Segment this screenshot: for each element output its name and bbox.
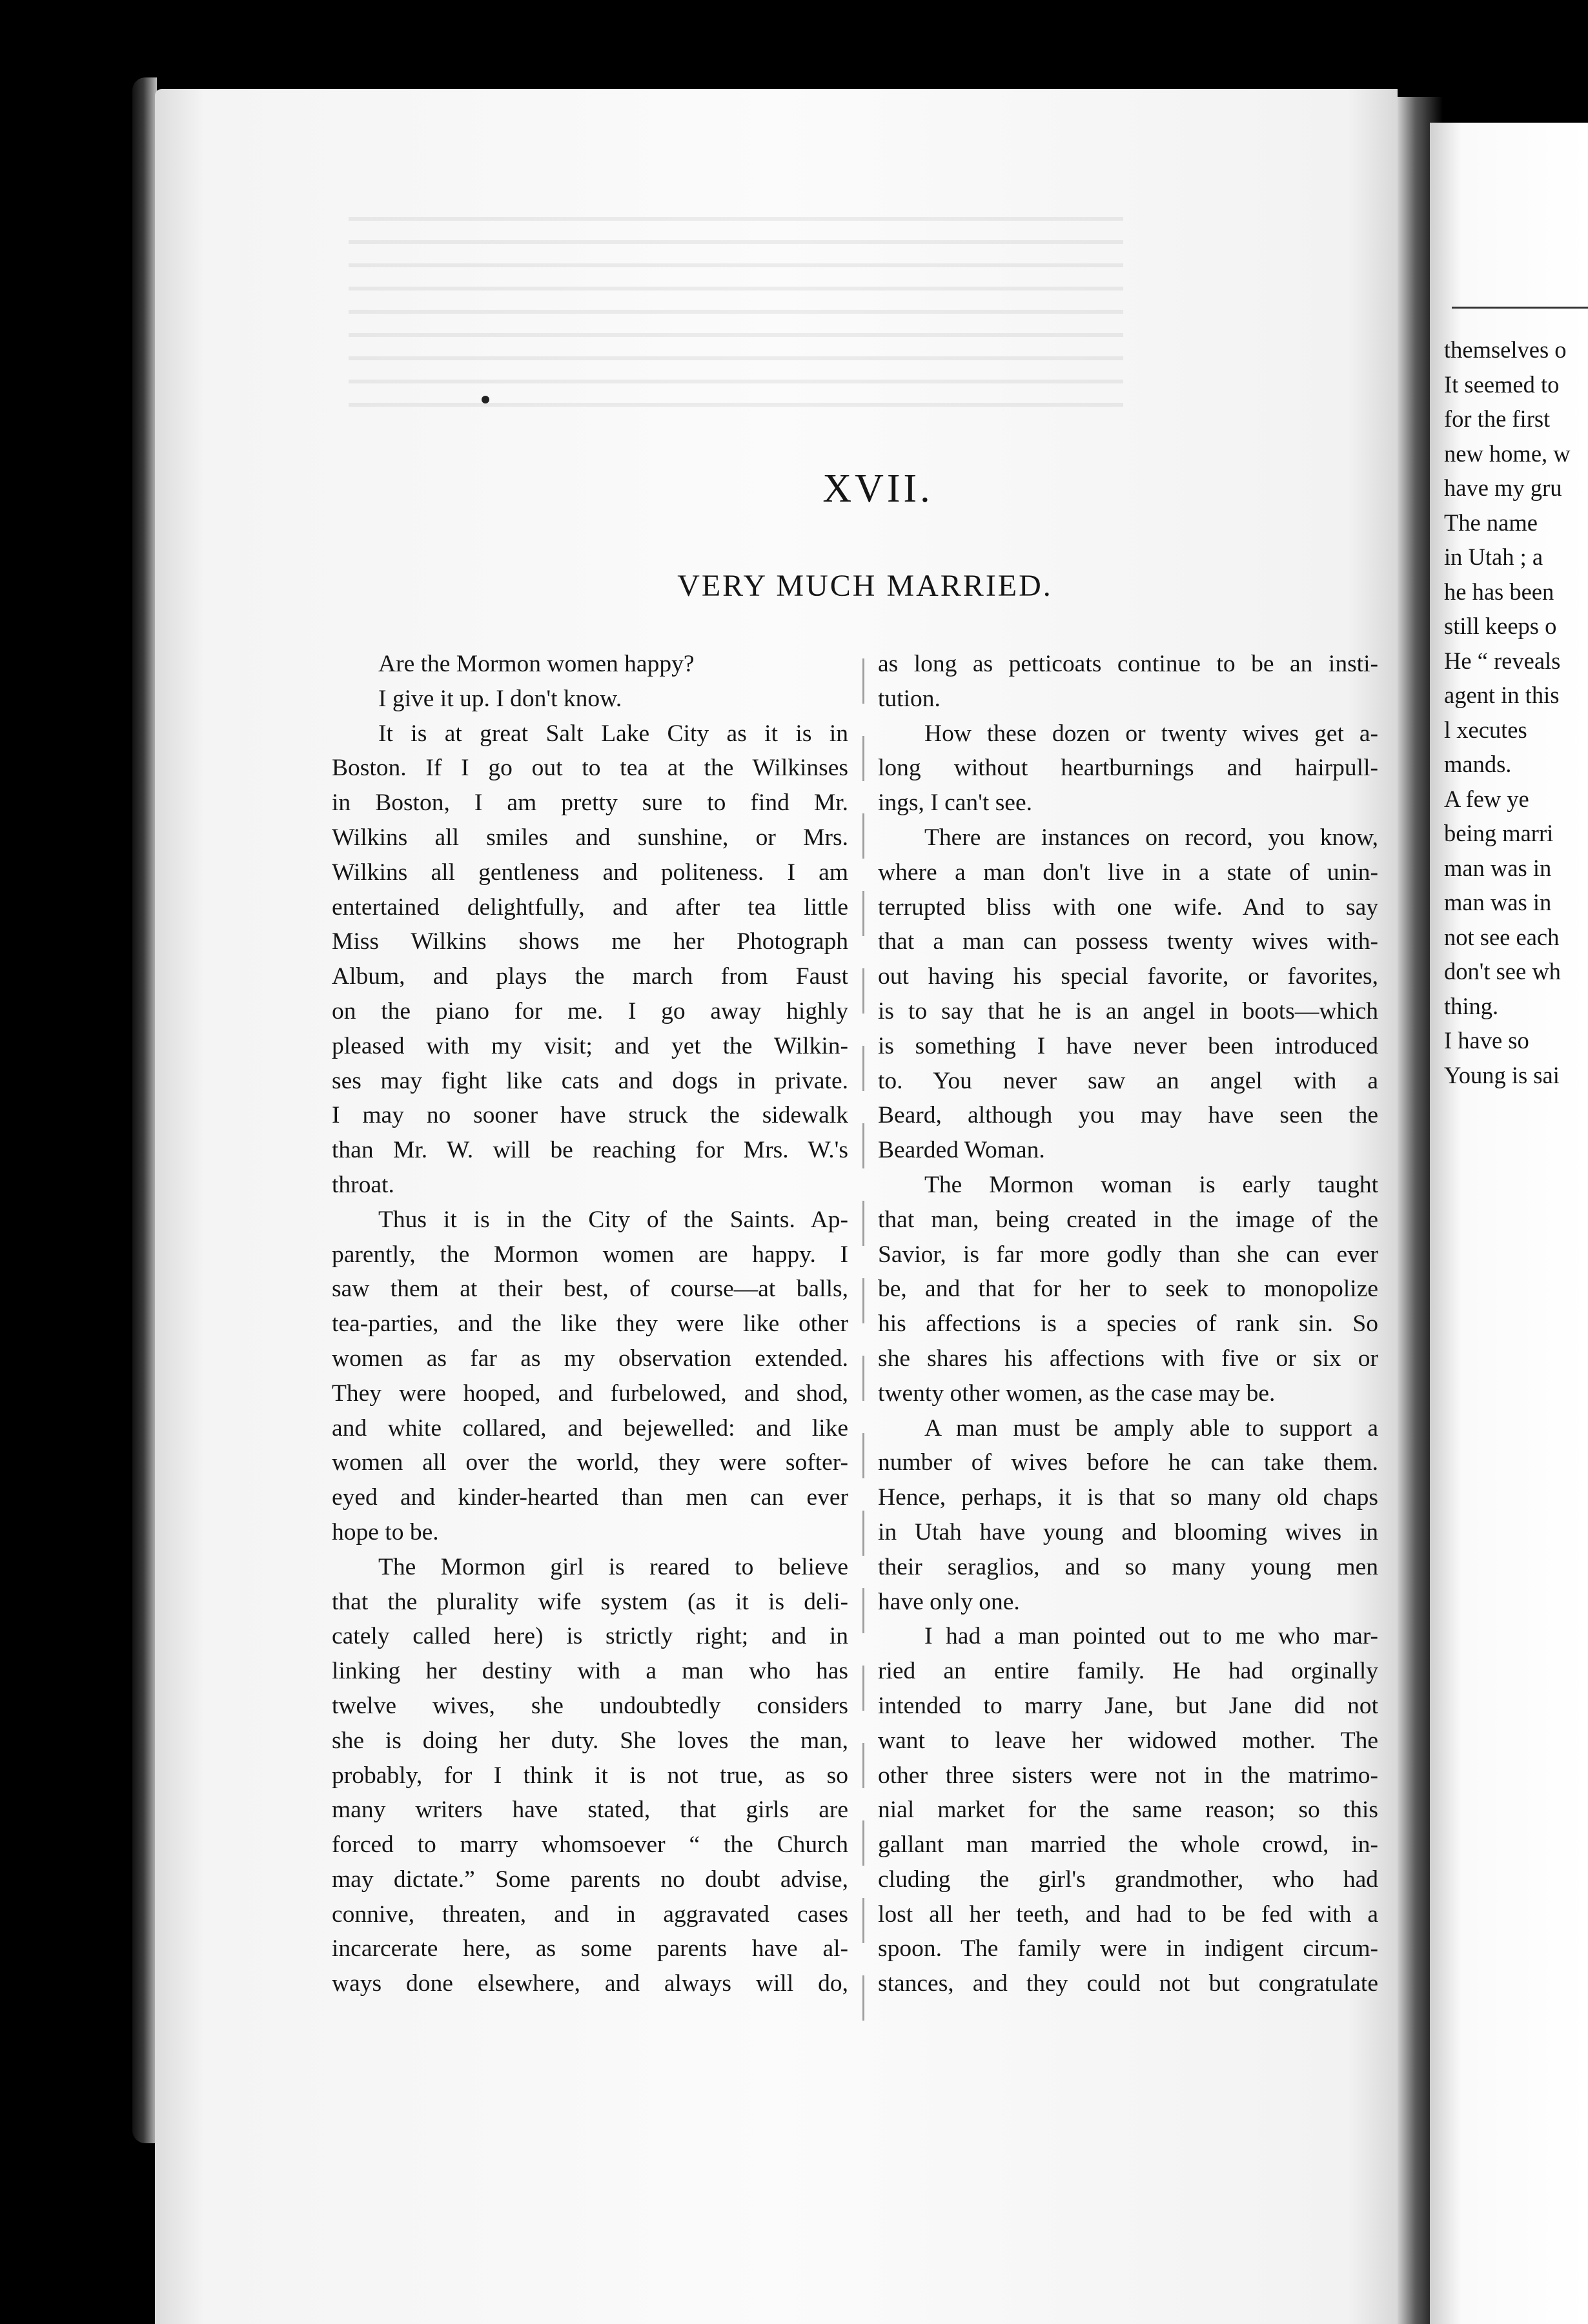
facing-page-text [1444,332,1588,1092]
facing-page-line: still keeps o [1444,613,1557,639]
text-line: ses may fight like cats and dogs in private. [332,1067,848,1094]
text-line: hope to be. [332,1518,439,1545]
text-line: I may no sooner have struck the sidewalk [332,1102,848,1129]
facing-page-fragment [1430,123,1588,2324]
text-line: intended to marry Jane, but Jane did not [878,1692,1378,1719]
text-line: in Boston, I am pretty sure to find Mr. [332,790,848,817]
facing-page-rule [1452,307,1588,309]
text-line: Savior, is far more godly than she can ever [878,1241,1378,1268]
text-line: eyed and kinder-hearted than men can ever [332,1484,848,1511]
text-line: stances, and they could not but congratulate [878,1970,1378,1997]
text-line: gallant man married the whole crowd, in- [878,1831,1378,1859]
text-line: There are instances on record, you know, [924,824,1378,851]
text-line: Wilkins all gentleness and politeness. I am [332,859,848,886]
text-line: Bearded Woman. [878,1137,1045,1164]
facing-page-line: It seemed to [1444,371,1560,398]
facing-page-line: man was in [1444,889,1552,915]
text-line: terrupted bliss with one wife. And to say [878,893,1378,921]
text-line: to. You never saw an angel with a [878,1067,1378,1094]
scanner-background-top [0,0,1588,90]
text-line: other three sisters were not in the matrimo- [878,1762,1378,1789]
text-line: I give it up. I don't know. [378,685,622,712]
text-line: How these dozen or twenty wives get a- [924,720,1378,747]
text-line: nial market for the same reason; so this [878,1797,1378,1824]
text-line: than Mr. W. will be reaching for Mrs. W.'s [332,1137,848,1164]
text-line: Hence, perhaps, it is that so many old chaps [878,1484,1378,1511]
text-line: number of wives before he can take them. [878,1449,1378,1476]
text-line: cluding the girl's grandmother, who had [878,1866,1378,1893]
text-line: throat. [332,1171,394,1198]
text-line: forced to marry whomsoever “ the Church [332,1831,848,1859]
chapter-title: VERY MUCH MARRIED. [677,569,1053,603]
text-line: she is doing her duty. She loves the man, [332,1727,848,1754]
text-line: Miss Wilkins shows me her Photograph [332,928,848,955]
facing-page-line: I have so [1444,1027,1529,1054]
text-line: Album, and plays the march from Faust [332,963,848,990]
text-line: The Mormon woman is early taught [924,1171,1378,1198]
text-line: They were hooped, and furbelowed, and shod, [332,1380,848,1407]
text-line: parently, the Mormon women are happy. I [332,1241,848,1268]
text-line: women as far as my observation extended. [332,1345,848,1372]
facing-page-line: l xecutes [1444,716,1527,743]
facing-page-line: Young is sai [1444,1061,1560,1088]
text-line: that man, being created in the image of the [878,1206,1378,1233]
facing-page-line: He “ reveals [1444,647,1561,674]
facing-page-line: not see each [1444,923,1560,950]
facing-page-line: The name [1444,509,1538,536]
text-line: long without heartburnings and hairpull- [878,755,1378,782]
chapter-number: XVII. [822,467,933,511]
text-line: Boston. If I go out to tea at the Wilkinses [332,755,848,782]
book-binding-edge [132,77,157,2143]
text-line: I had a man pointed out to me who mar- [924,1623,1378,1650]
text-line: is something I have never been introduced [878,1032,1378,1059]
text-line: as long as petticoats continue to be an insti- [878,651,1378,677]
text-line: is to say that he is an angel in boots—which [878,997,1378,1024]
facing-page-line: themselves o [1444,336,1567,363]
text-line: his affections is a species of rank sin. So [878,1310,1378,1338]
text-line: want to leave her widowed mother. The [878,1727,1378,1754]
text-line: and white collared, and bejewelled: and like [332,1414,848,1442]
text-line: entertained delightfully, and after tea little [332,893,848,921]
text-line: she shares his affections with five or six or [878,1345,1378,1372]
text-line: many writers have stated, that girls are [332,1797,848,1824]
text-line: pleased with my visit; and yet the Wilkin- [332,1032,848,1059]
text-line: their seraglios, and so many young men [878,1553,1378,1580]
text-line: twenty other women, as the case may be. [878,1380,1276,1407]
text-line: A man must be amply able to support a [924,1414,1378,1442]
text-line: in Utah have young and blooming wives in [878,1518,1378,1545]
text-line: tution. [878,685,941,712]
text-line: spoon. The family were in indigent circum- [878,1935,1378,1962]
text-line: have only one. [878,1588,1020,1615]
text-line: lost all her teeth, and had to be fed with a [878,1901,1378,1928]
column-divider [862,658,864,2034]
text-line: ways done elsewhere, and always will do, [332,1970,848,1997]
text-line: ings, I can't see. [878,790,1032,817]
text-line: saw them at their best, of course—at balls, [332,1276,848,1303]
bleed-through-shadow [349,213,1123,407]
text-line: linking her destiny with a man who has [332,1658,848,1685]
text-line: cately called here) is strictly right; and in [332,1623,848,1650]
facing-page-line: man was in [1444,854,1552,881]
text-line: Wilkins all smiles and sunshine, or Mrs. [332,824,848,851]
text-line: be, and that for her to seek to monopolize [878,1276,1378,1303]
text-line: twelve wives, she undoubtedly considers [332,1692,848,1719]
text-line: that the plurality wife system (as it is deli- [332,1588,848,1615]
ink-speck [482,396,489,403]
facing-page-line: A few ye [1444,785,1529,812]
facing-page-line: mands. [1444,751,1512,777]
text-line: Thus it is in the City of the Saints. Ap- [378,1206,848,1233]
facing-page-line: thing. [1444,992,1499,1019]
text-line: Beard, although you may have seen the [878,1102,1378,1129]
right-text-column [878,647,1378,2001]
facing-page-line: agent in this [1444,682,1560,708]
text-line: Are the Mormon women happy? [378,651,695,677]
text-line: The Mormon girl is reared to believe [378,1553,848,1580]
left-text-column [332,647,848,2001]
text-line: out having his special favorite, or favorites, [878,963,1378,990]
text-line: on the piano for me. I go away highly [332,997,848,1024]
facing-page-line: don't see wh [1444,958,1561,984]
scanner-background-left [0,0,155,2324]
facing-page-line: for the first [1444,405,1551,432]
facing-page-line: have my gru [1444,474,1562,501]
text-line: that a man can possess twenty wives with- [878,928,1378,955]
facing-page-line: he has been [1444,578,1554,605]
text-line: incarcerate here, as some parents have al- [332,1935,848,1962]
facing-page-line: being marri [1444,820,1554,846]
text-line: ried an entire family. He had orginally [878,1658,1378,1685]
text-line: tea-parties, and the like they were like other [332,1310,848,1338]
text-line: probably, for I think it is not true, as so [332,1762,848,1789]
facing-page-line: new home, w [1444,440,1571,467]
text-line: connive, threaten, and in aggravated cases [332,1901,848,1928]
text-line: It is at great Salt Lake City as it is in [378,720,848,747]
text-line: where a man don't live in a state of unin- [878,859,1378,886]
text-line: may dictate.” Some parents no doubt advise, [332,1866,848,1893]
text-line: women all over the world, they were softer- [332,1449,848,1476]
facing-page-line: in Utah ; a [1444,544,1543,570]
